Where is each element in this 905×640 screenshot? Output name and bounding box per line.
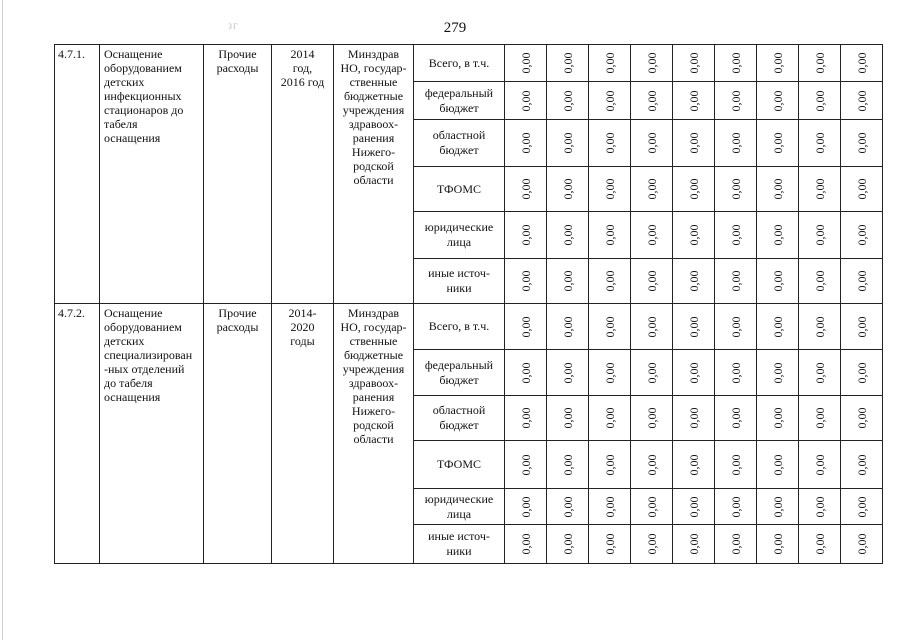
amount-cell (673, 304, 715, 350)
amount-cell (757, 167, 799, 212)
amount-value: 0,00 (728, 90, 743, 111)
amount-value: 0,00 (518, 362, 533, 383)
amount-value: 0,00 (812, 132, 827, 154)
amount-cell (631, 304, 673, 350)
amount-value: 0,00 (518, 132, 533, 154)
amount-value: 0,00 (518, 52, 533, 74)
amount-value: 0,00 (644, 178, 659, 200)
amount-value: 0,00 (518, 270, 533, 292)
amount-cell (505, 167, 547, 212)
item-number: 4.7.1. (55, 45, 100, 304)
amount-cell (715, 167, 757, 212)
amount-value: 0,00 (728, 178, 743, 200)
funding-source: федеральный бюджет (414, 350, 505, 396)
amount-cell (715, 82, 757, 120)
amount-cell (631, 350, 673, 396)
table-row (55, 45, 883, 82)
amount-cell (547, 489, 589, 525)
amount-value: 0,00 (770, 224, 785, 246)
amount-value: 0,00 (770, 316, 785, 337)
amount-value: 0,00 (770, 270, 785, 292)
amount-cell (547, 441, 589, 489)
amount-value: 0,00 (770, 533, 785, 555)
amount-value: 0,00 (728, 270, 743, 292)
amount-value: 0,00 (686, 52, 701, 74)
amount-cell (547, 525, 589, 564)
amount-cell (505, 489, 547, 525)
amount-value: 0,00 (602, 52, 617, 74)
amount-cell (715, 350, 757, 396)
item-number: 4.7.2. (55, 304, 100, 564)
amount-value: 0,00 (518, 316, 533, 337)
amount-cell (757, 441, 799, 489)
amount-cell (799, 350, 841, 396)
amount-value: 0,00 (686, 362, 701, 383)
amount-value: 0,00 (854, 533, 869, 555)
amount-cell (505, 45, 547, 82)
amount-cell (841, 167, 883, 212)
amount-value: 0,00 (518, 496, 533, 517)
amount-cell (757, 396, 799, 441)
amount-cell (673, 167, 715, 212)
amount-value: 0,00 (854, 496, 869, 517)
amount-cell (673, 82, 715, 120)
amount-value: 0,00 (518, 533, 533, 555)
amount-value: 0,00 (854, 454, 869, 475)
amount-value: 0,00 (644, 316, 659, 337)
amount-value: 0,00 (728, 316, 743, 337)
amount-cell (589, 304, 631, 350)
item-name: Оснащение оборудованием детских инфекционных стационаров до табеля оснащения (100, 45, 204, 304)
amount-value: 0,00 (854, 178, 869, 200)
amount-cell (715, 441, 757, 489)
table-row (55, 304, 883, 350)
amount-cell (589, 525, 631, 564)
amount-cell (799, 167, 841, 212)
amount-cell (505, 396, 547, 441)
amount-cell (799, 304, 841, 350)
amount-value: 0,00 (518, 407, 533, 429)
amount-cell (715, 212, 757, 259)
amount-value: 0,00 (686, 90, 701, 111)
funding-source: Всего, в т.ч. (414, 304, 505, 350)
amount-cell (631, 489, 673, 525)
amount-value: 0,00 (770, 454, 785, 475)
amount-cell (841, 45, 883, 82)
amount-value: 0,00 (854, 52, 869, 74)
amount-cell (589, 167, 631, 212)
amount-cell (589, 489, 631, 525)
amount-value: 0,00 (686, 224, 701, 246)
amount-value: 0,00 (812, 362, 827, 383)
amount-value: 0,00 (602, 496, 617, 517)
amount-value: 0,00 (560, 132, 575, 154)
amount-value: 0,00 (686, 407, 701, 429)
amount-cell (799, 396, 841, 441)
amount-value: 0,00 (602, 132, 617, 154)
executor: Минздрав НО, государ- ственные бюджетные учреждения здравоох- ранения Нижего- родской области (334, 304, 414, 564)
amount-cell (631, 45, 673, 82)
amount-cell (673, 120, 715, 167)
amount-cell (505, 441, 547, 489)
amount-cell (505, 304, 547, 350)
amount-cell (715, 45, 757, 82)
amount-cell (673, 259, 715, 304)
amount-value: 0,00 (854, 224, 869, 246)
item-name: Оснащение оборудованием детских специализирован -ных отделений до табеля оснащения (100, 304, 204, 564)
amount-value: 0,00 (728, 52, 743, 74)
funding-source: иные источ- ники (414, 525, 505, 564)
amount-cell (589, 120, 631, 167)
amount-value: 0,00 (686, 270, 701, 292)
amount-cell (589, 259, 631, 304)
scan-edge-line (2, 0, 3, 640)
amount-cell (715, 525, 757, 564)
funding-source: юридические лица (414, 212, 505, 259)
amount-value: 0,00 (560, 224, 575, 246)
amount-value: 0,00 (602, 316, 617, 337)
amount-value: 0,00 (644, 407, 659, 429)
amount-value: 0,00 (560, 362, 575, 383)
amount-cell (589, 212, 631, 259)
funding-source: юридические лица (414, 489, 505, 525)
amount-cell (757, 82, 799, 120)
amount-value: 0,00 (686, 454, 701, 475)
amount-cell (799, 489, 841, 525)
amount-value: 0,00 (728, 533, 743, 555)
page-number: 279 (443, 20, 467, 36)
amount-cell (673, 525, 715, 564)
amount-cell (841, 212, 883, 259)
amount-cell (547, 212, 589, 259)
amount-cell (505, 212, 547, 259)
amount-cell (547, 82, 589, 120)
amount-cell (715, 304, 757, 350)
amount-value: 0,00 (812, 270, 827, 292)
amount-cell (505, 82, 547, 120)
amount-value: 0,00 (770, 362, 785, 383)
amount-cell (841, 525, 883, 564)
amount-value: 0,00 (854, 362, 869, 383)
amount-cell (547, 304, 589, 350)
amount-value: 0,00 (686, 132, 701, 154)
amount-cell (799, 441, 841, 489)
amount-value: 0,00 (602, 270, 617, 292)
amount-cell (841, 350, 883, 396)
budget-table-body (55, 45, 883, 564)
amount-value: 0,00 (728, 224, 743, 246)
amount-value: 0,00 (644, 132, 659, 154)
amount-cell (799, 120, 841, 167)
amount-value: 0,00 (560, 270, 575, 292)
amount-value: 0,00 (560, 316, 575, 337)
amount-cell (631, 441, 673, 489)
amount-value: 0,00 (644, 52, 659, 74)
amount-cell (547, 350, 589, 396)
amount-value: 0,00 (644, 270, 659, 292)
amount-cell (673, 489, 715, 525)
amount-value: 0,00 (518, 224, 533, 246)
period: 2014 год, 2016 год (272, 45, 334, 304)
amount-cell (757, 120, 799, 167)
amount-value: 0,00 (812, 224, 827, 246)
amount-cell (589, 441, 631, 489)
funding-source: областной бюджет (414, 396, 505, 441)
amount-cell (673, 350, 715, 396)
amount-value: 0,00 (602, 362, 617, 383)
amount-value: 0,00 (812, 407, 827, 429)
amount-cell (715, 120, 757, 167)
amount-value: 0,00 (770, 132, 785, 154)
amount-cell (631, 82, 673, 120)
amount-value: 0,00 (770, 496, 785, 517)
amount-value: 0,00 (644, 533, 659, 555)
amount-cell (673, 441, 715, 489)
amount-value: 0,00 (812, 316, 827, 337)
amount-cell (715, 259, 757, 304)
funding-source: областной бюджет (414, 120, 505, 167)
amount-value: 0,00 (602, 90, 617, 111)
amount-cell (589, 396, 631, 441)
amount-value: 0,00 (770, 407, 785, 429)
amount-cell (673, 45, 715, 82)
amount-value: 0,00 (812, 178, 827, 200)
amount-value: 0,00 (560, 496, 575, 517)
amount-value: 0,00 (686, 316, 701, 337)
amount-cell (841, 441, 883, 489)
amount-cell (841, 489, 883, 525)
amount-cell (547, 45, 589, 82)
amount-value: 0,00 (644, 224, 659, 246)
expense-type: Прочие расходы (204, 45, 272, 304)
amount-value: 0,00 (686, 178, 701, 200)
amount-value: 0,00 (560, 178, 575, 200)
amount-value: 0,00 (812, 52, 827, 74)
amount-value: 0,00 (518, 454, 533, 475)
amount-value: 0,00 (854, 407, 869, 429)
amount-value: 0,00 (686, 496, 701, 517)
funding-source: Всего, в т.ч. (414, 45, 505, 82)
amount-cell (505, 525, 547, 564)
amount-cell (631, 167, 673, 212)
amount-cell (547, 259, 589, 304)
amount-value: 0,00 (728, 454, 743, 475)
amount-cell (631, 525, 673, 564)
amount-value: 0,00 (602, 407, 617, 429)
amount-cell (505, 259, 547, 304)
amount-value: 0,00 (602, 454, 617, 475)
executor: Минздрав НО, государ- ственные бюджетные учреждения здравоох- ранения Нижего- родской области (334, 45, 414, 304)
amount-value: 0,00 (812, 90, 827, 111)
amount-cell (757, 212, 799, 259)
amount-cell (631, 396, 673, 441)
amount-cell (757, 350, 799, 396)
amount-value: 0,00 (644, 454, 659, 475)
amount-value: 0,00 (812, 454, 827, 475)
amount-value: 0,00 (602, 224, 617, 246)
amount-value: 0,00 (854, 316, 869, 337)
amount-value: 0,00 (728, 362, 743, 383)
expense-type: Прочие расходы (204, 304, 272, 564)
amount-value: 0,00 (812, 496, 827, 517)
amount-value: 0,00 (518, 178, 533, 200)
amount-value: 0,00 (644, 496, 659, 517)
amount-cell (631, 259, 673, 304)
amount-cell (841, 396, 883, 441)
amount-cell (799, 45, 841, 82)
funding-source: федеральный бюджет (414, 82, 505, 120)
amount-value: 0,00 (854, 90, 869, 111)
funding-source: иные источ- ники (414, 259, 505, 304)
amount-value: 0,00 (560, 52, 575, 74)
amount-cell (715, 489, 757, 525)
amount-cell (799, 212, 841, 259)
amount-value: 0,00 (686, 533, 701, 555)
amount-value: 0,00 (602, 178, 617, 200)
period: 2014- 2020 годы (272, 304, 334, 564)
amount-cell (799, 259, 841, 304)
amount-cell (589, 350, 631, 396)
amount-value: 0,00 (602, 533, 617, 555)
amount-cell (757, 45, 799, 82)
budget-table (54, 44, 883, 564)
amount-value: 0,00 (854, 270, 869, 292)
amount-cell (547, 120, 589, 167)
amount-cell (589, 45, 631, 82)
funding-source: ТФОМС (414, 167, 505, 212)
amount-value: 0,00 (560, 407, 575, 429)
amount-value: 0,00 (518, 90, 533, 111)
funding-source: ТФОМС (414, 441, 505, 489)
amount-cell (547, 167, 589, 212)
amount-value: 0,00 (644, 90, 659, 111)
amount-cell (673, 396, 715, 441)
amount-cell (673, 212, 715, 259)
amount-cell (757, 525, 799, 564)
amount-cell (757, 489, 799, 525)
amount-cell (757, 259, 799, 304)
amount-value: 0,00 (560, 454, 575, 475)
amount-cell (715, 396, 757, 441)
amount-cell (841, 120, 883, 167)
amount-cell (505, 350, 547, 396)
amount-cell (631, 120, 673, 167)
amount-cell (631, 212, 673, 259)
amount-value: 0,00 (644, 362, 659, 383)
amount-cell (799, 82, 841, 120)
amount-cell (547, 396, 589, 441)
amount-cell (589, 82, 631, 120)
amount-value: 0,00 (770, 90, 785, 111)
amount-value: 0,00 (770, 52, 785, 74)
amount-value: 0,00 (854, 132, 869, 154)
scan-mark: ЗГ (228, 22, 239, 31)
amount-value: 0,00 (770, 178, 785, 200)
amount-value: 0,00 (728, 407, 743, 429)
amount-value: 0,00 (728, 132, 743, 154)
amount-cell (799, 525, 841, 564)
amount-value: 0,00 (812, 533, 827, 555)
amount-value: 0,00 (560, 533, 575, 555)
amount-cell (505, 120, 547, 167)
amount-value: 0,00 (728, 496, 743, 517)
amount-value: 0,00 (560, 90, 575, 111)
amount-cell (841, 304, 883, 350)
amount-cell (757, 304, 799, 350)
amount-cell (841, 82, 883, 120)
amount-cell (841, 259, 883, 304)
